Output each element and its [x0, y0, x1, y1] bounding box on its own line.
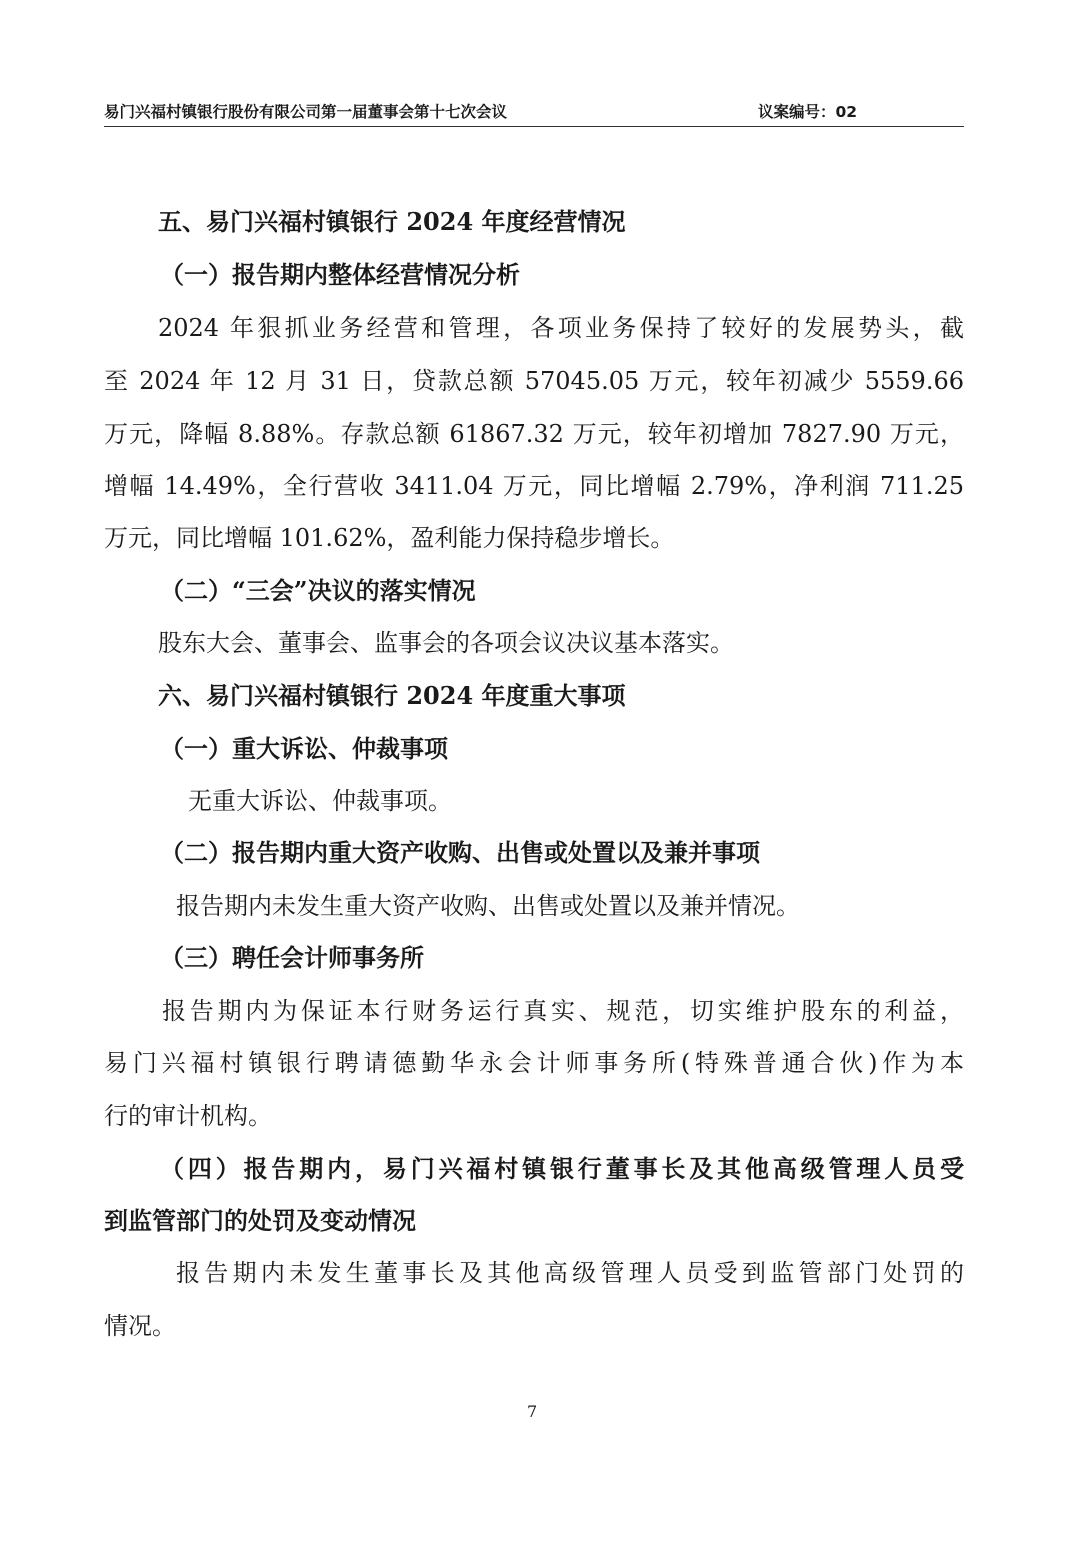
paragraph-line: 行的审计机构。 — [104, 1102, 272, 1130]
paragraph-line: 报告期内未发生重大资产收购、出售或处置以及兼并情况。 — [176, 892, 800, 920]
header-divider — [104, 126, 964, 127]
paragraph-line: 至 2024 年 12 月 31 日，贷款总额 57045.05 万元，较年初减少 5559.66 — [104, 367, 964, 395]
section-6-4-heading-cont: 到监管部门的处罚及变动情况 — [104, 1206, 416, 1235]
paragraph-line: 增幅 14.49%，全行营收 3411.04 万元，同比增幅 2.79%，净利润 711.25 — [104, 472, 964, 500]
section-5-heading: 五、易门兴福村镇银行 2024 年度经营情况 — [158, 207, 626, 236]
paragraph-line: 万元，降幅 8.88%。存款总额 61867.32 万元，较年初增加 7827.90 万元， — [104, 420, 964, 448]
section-5-2-heading: （二）“三会”决议的落实情况 — [160, 576, 476, 605]
page-header — [104, 100, 964, 126]
paragraph-line: 股东大会、董事会、监事会的各项会议决议基本落实。 — [158, 629, 734, 657]
paragraph-line: 易门兴福村镇银行聘请德勤华永会计师事务所(特殊普通合伙)作为本 — [104, 1049, 964, 1077]
meeting-title: 易门兴福村镇银行股份有限公司第一届董事会第十七次会议 — [104, 103, 508, 121]
paragraph-line: 情况。 — [104, 1312, 176, 1340]
section-5-1-heading: （一）报告期内整体经营情况分析 — [160, 260, 520, 289]
section-6-2-heading: （二）报告期内重大资产收购、出售或处置以及兼并事项 — [160, 838, 760, 867]
paragraph-line: 无重大诉讼、仲裁事项。 — [188, 787, 452, 815]
section-6-3-heading: （三）聘任会计师事务所 — [160, 943, 424, 972]
paragraph-line: 2024 年狠抓业务经营和管理，各项业务保持了较好的发展势头，截 — [158, 314, 964, 342]
section-6-4-heading: （四）报告期内，易门兴福村镇银行董事长及其他高级管理人员受 — [160, 1154, 964, 1183]
paragraph-line: 报告期内为保证本行财务运行真实、规范，切实维护股东的利益， — [162, 997, 964, 1025]
proposal-number: 议案编号：02 — [758, 103, 858, 121]
paragraph-line: 报告期内未发生董事长及其他高级管理人员受到监管部门处罚的 — [176, 1259, 964, 1287]
page-number: 7 — [527, 1402, 538, 1421]
section-6-heading: 六、易门兴福村镇银行 2024 年度重大事项 — [158, 681, 626, 710]
section-6-1-heading: （一）重大诉讼、仲裁事项 — [160, 734, 448, 763]
paragraph-line: 万元，同比增幅 101.62%，盈利能力保持稳步增长。 — [104, 524, 675, 552]
